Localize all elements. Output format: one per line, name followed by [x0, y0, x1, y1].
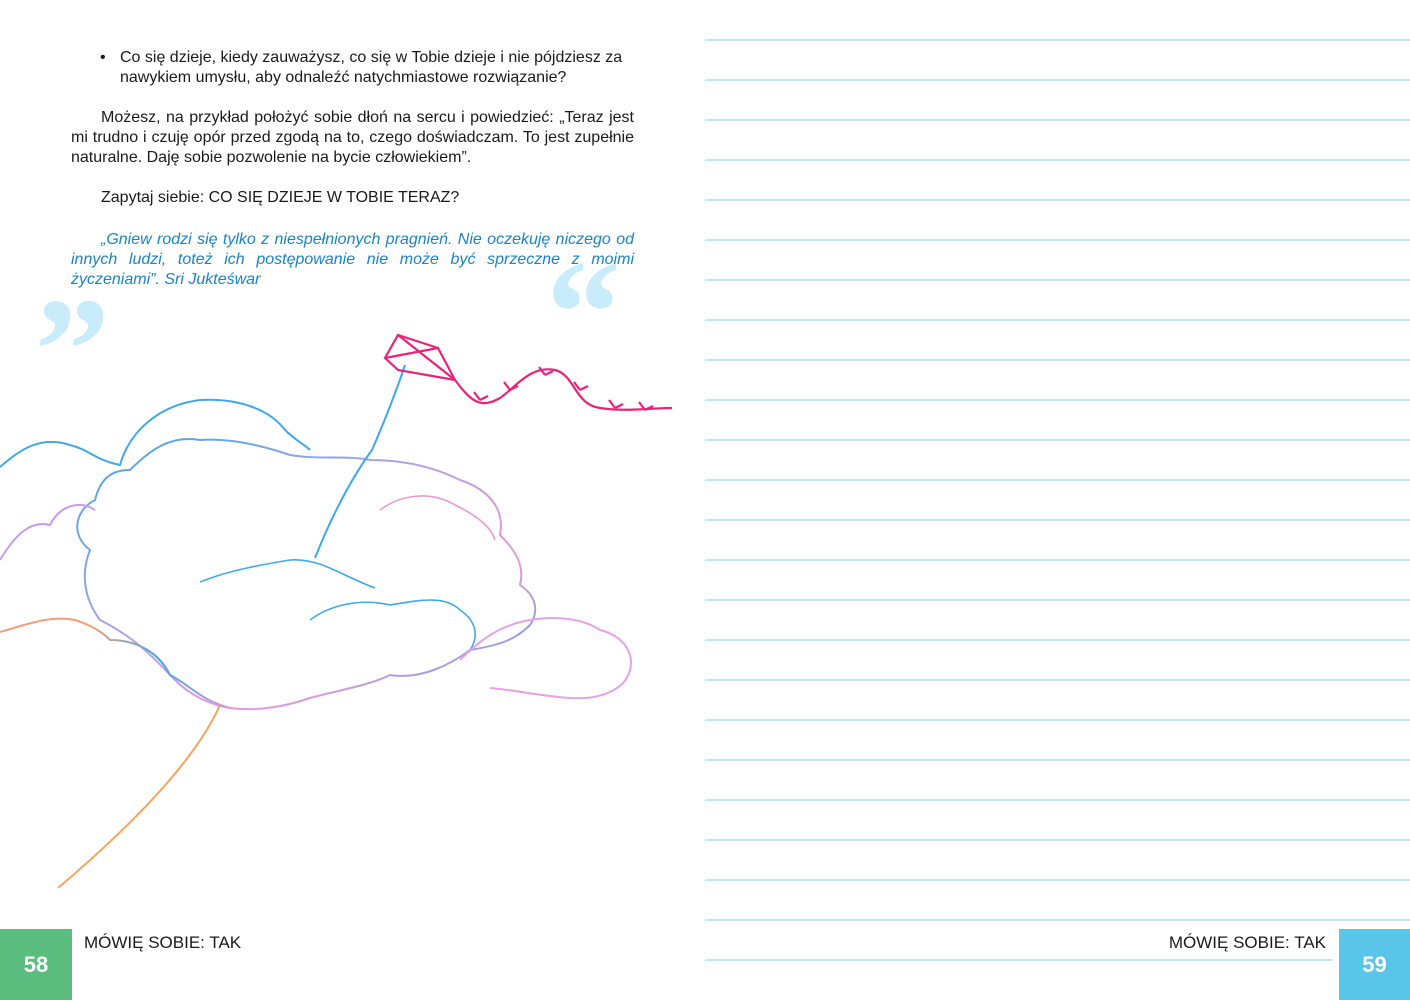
bullet-text: Co się dzieje, kiedy zauważysz, co się w Tobie dzieje i nie pójdziesz za nawykiem umysłu, aby odnaleźć natychmiastowe rozwiązanie? [120, 49, 623, 86]
cloud-lower-left [0, 619, 230, 708]
cloud-back [0, 400, 310, 467]
kite [385, 335, 672, 410]
cloud-right [460, 618, 631, 698]
cloud-inner-2 [310, 600, 475, 650]
paragraph-ask-yourself: Zapytaj siebie: CO SIĘ DZIEJE W TOBIE TERAZ? [101, 189, 460, 206]
bullet-question [100, 48, 640, 88]
page-number-left: 58 [0, 929, 72, 1000]
writing-lines [705, 0, 1410, 1000]
page-number-right: 59 [1339, 929, 1410, 1000]
running-title-left: MÓWIĘ SOBIE: TAK [84, 933, 242, 952]
kite-string-lower [58, 705, 220, 888]
quote-close-mark: “ [546, 230, 621, 396]
bullet-dot: • [100, 49, 106, 66]
quote-text: „Gniew rodzi się tylko z niespełnionych pragnień. Nie oczekuję niczego od innych ludzi, toteż ich postępowanie nie może być sprzeczne z moimi życzeniami”. Sri Jukteśwar [71, 231, 634, 288]
paragraph-hand-on-heart: Możesz, na przykład położyć sobie dłoń na sercu i powiedzieć: „Teraz jest mi trudno i czuję opór przed zgodą na to, czego doświadczam. To jest zupełnie naturalne. Daję sobie pozwolenie na bycie człowiekiem”. [71, 109, 634, 166]
cloud-inner-3 [380, 496, 495, 540]
kite-clouds-illustration [0, 320, 705, 900]
cloud-inner-1 [200, 560, 375, 588]
running-title-right: MÓWIĘ SOBIE: TAK [1168, 933, 1326, 952]
cloud-main [77, 439, 535, 709]
quote-open-mark: „ [36, 190, 111, 356]
